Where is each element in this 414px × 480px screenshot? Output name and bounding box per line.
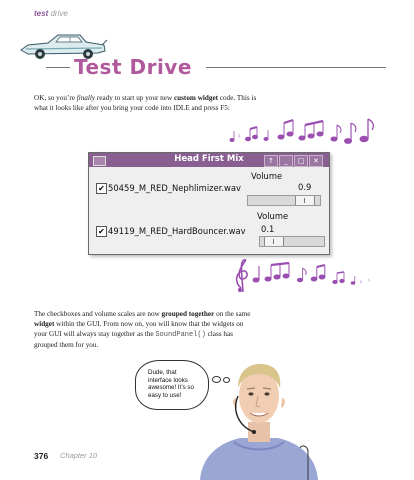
volume-scale-2[interactable]	[259, 236, 325, 247]
app-window	[88, 152, 330, 255]
track-filename-1: 50459_M_RED_Nephlimizer.wav	[108, 183, 241, 193]
volume-value-1: 0.9	[298, 182, 312, 192]
page-number: 376	[34, 451, 49, 461]
close-button[interactable]: ✕	[309, 155, 323, 167]
code-soundpanel: SoundPanel()	[155, 331, 206, 339]
title-rule-left	[46, 67, 70, 68]
thought-bubble-dot-small	[223, 377, 230, 383]
raise-button[interactable]: ↑	[264, 155, 278, 167]
thought-bubble	[135, 360, 209, 410]
volume-scale-1[interactable]	[247, 195, 321, 206]
volume-label-1: Volume	[251, 171, 283, 181]
svg-text:♮: ♮	[238, 133, 241, 140]
track-filename-2: 49119_M_RED_HardBouncer.wav	[108, 226, 246, 236]
svg-text:♮: ♮	[368, 278, 370, 284]
music-notes-decoration	[226, 115, 376, 150]
window-title: Head First Mix	[174, 154, 244, 164]
maximize-button[interactable]: □	[294, 155, 308, 167]
volume-value-2: 0.1	[261, 224, 275, 234]
track-checkbox-2[interactable]: ✔	[96, 226, 107, 237]
explanation-paragraph: The checkboxes and volume scales are now grouped together on the same widget within the GUI. From now on, you will know that the widgets on your GUI will always stay together as the SoundPanel() class has grouped them for you.	[34, 310, 251, 349]
volume-slider-thumb-1[interactable]	[295, 196, 315, 205]
title-rule-right	[206, 67, 386, 68]
volume-label-2: Volume	[257, 211, 289, 221]
section-header	[34, 9, 68, 18]
subsection-label: drive	[50, 9, 68, 18]
section-label: test	[34, 9, 49, 18]
svg-text:♮: ♮	[360, 279, 363, 286]
person-illustration	[198, 352, 320, 480]
volume-slider-thumb-2[interactable]	[264, 237, 284, 246]
thought-bubble-text: Dude, that interface looks awesome! It’s so easy to use!	[148, 369, 194, 399]
thought-bubble-dot	[212, 376, 221, 383]
track-checkbox-1[interactable]: ✔	[96, 183, 107, 194]
music-notes-decoration-bottom	[232, 258, 374, 292]
intro-paragraph: OK, so you’re finally ready to start up your new custom widget code. This is what it looks like after you bring your code into IDLE and press F5:	[34, 94, 257, 112]
window-titlebar[interactable]	[89, 153, 329, 167]
chapter-label: Chapter 10	[60, 451, 98, 460]
page-title: Test Drive	[74, 55, 192, 79]
minimize-button[interactable]: _	[279, 155, 293, 167]
